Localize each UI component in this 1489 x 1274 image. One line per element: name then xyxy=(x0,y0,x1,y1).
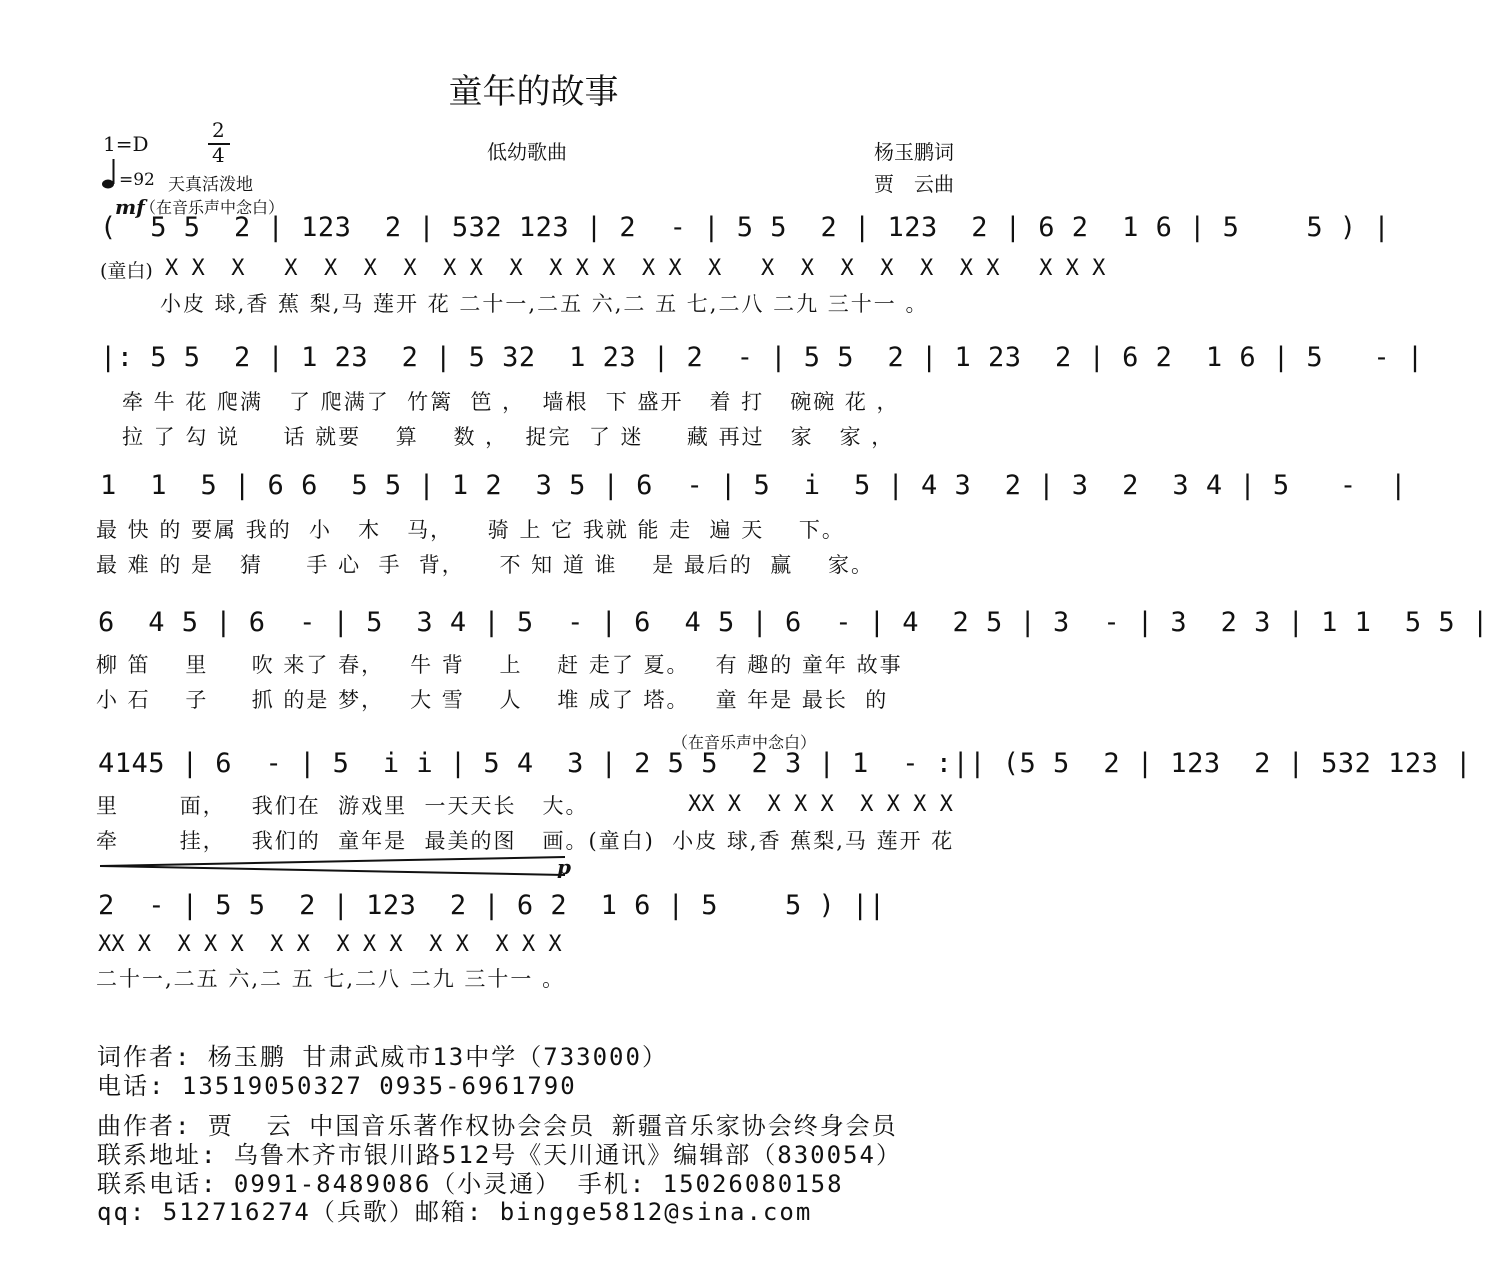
rhythm-line-5: XX X X X X X X X X xyxy=(688,792,953,817)
meter-top: 2 xyxy=(212,118,225,142)
lyric-line-5a: 里 面， 我们在 游戏里 一天天长 大。 xyxy=(96,794,589,818)
lyric-line-1: 小皮 球,香 蕉 梨,马 莲开 花 二十一,二五 六,二 五 七,二八 二九 三十一 。 xyxy=(160,292,929,316)
footer-lyricist-line: 词作者: 杨玉鹏 甘肃武威市13中学（733000） xyxy=(97,1043,668,1071)
notes-line-2: |: 5 5 2 | 1 23 2 | 5 32 1 23 | 2 - | 5 5 2 | 1 23 2 | 6 2 1 6 | 5 - | xyxy=(100,342,1424,373)
notes-line-3: 1 1 5 | 6 6 5 5 | 1 2 3 5 | 6 - | 5 i 5 | 4 3 2 | 3 2 3 4 | 5 - | xyxy=(100,470,1407,501)
notes-line-1: ( 5 5 2 | 123 2 | 532 123 | 2 - | 5 5 2 | 123 2 | 6 2 1 6 | 5 5 ) | xyxy=(100,212,1391,243)
lyric-line-3a: 最 快 的 要属 我的 小 木 马， 骑 上 它 我就 能 走 遍 天 下。 xyxy=(96,518,845,542)
narration-note: （在音乐声中念白） xyxy=(140,198,285,217)
song-style: 低幼歌曲 xyxy=(487,140,567,164)
dynamic-mf: mf xyxy=(115,195,145,219)
meter-bottom: 4 xyxy=(212,143,225,167)
notes-line-6: 2 - | 5 5 2 | 123 2 | 6 2 1 6 | 5 5 ) || xyxy=(98,890,886,921)
lyric-line-4a: 柳 笛 里 吹 来了 春， 牛 背 上 赶 走了 夏。 有 趣的 童年 故事 xyxy=(96,653,903,677)
lyric-line-3b: 最 难 的 是 猜 手 心 手 背， 不 知 道 谁 是 最后的 赢 家。 xyxy=(96,553,874,577)
lyric-line-6: 二十一,二五 六,二 五 七,二八 二九 三十一 。 xyxy=(96,967,566,991)
quarter-note-icon xyxy=(100,157,120,191)
lyric-line-2a: 牵 牛 花 爬满 了 爬满了 竹篱 笆 ， 墙根 下 盛开 着 打 碗碗 花 ， xyxy=(122,390,900,414)
mood-mark: 天真活泼地 xyxy=(168,175,253,195)
footer-contact: qq: 512716274（兵歌）邮箱: bingge5812@sina.com xyxy=(97,1198,813,1226)
notes-line-4: 6 4 5 | 6 - | 5 3 4 | 5 - | 6 4 5 | 6 - | 4 2 5 | 3 - | 3 2 3 | 1 1 5 5 | xyxy=(98,607,1489,638)
lyric-line-5b: 牵 挂， 我们的 童年是 最美的图 画。(童白) 小皮 球,香 蕉梨,马 莲开 花 xyxy=(96,829,955,853)
footer-address: 联系地址: 乌鲁木齐市银川路512号《天川通讯》编辑部（830054） xyxy=(97,1141,902,1169)
lyric-line-4b: 小 石 子 抓 的是 梦， 大 雪 人 堆 成了 塔。 童 年是 最长 的 xyxy=(96,688,889,712)
rhythm-line-6: XX X X X X X X X X X X X X X X xyxy=(98,932,562,957)
footer-lyricist-phone: 电话: 13519050327 0935-6961790 xyxy=(97,1072,577,1100)
footer-composer-line: 曲作者: 贾 云 中国音乐著作权协会会员 新疆音乐家协会终身会员 xyxy=(97,1112,898,1140)
notes-line-5: 4145 | 6 - | 5 i i | 5 4 3 | 2 5 5 2 3 | 1 - :|| (5 5 2 | 123 2 | 532 123 | xyxy=(98,748,1472,779)
dynamic-p: p xyxy=(557,855,571,879)
lyricist-credit: 杨玉鹏词 xyxy=(874,140,954,164)
footer-phone: 联系电话: 0991-8489086（小灵通） 手机: 15026080158 xyxy=(97,1170,844,1198)
lyric-line-2b: 拉 了 勾 说 话 就要 算 数 ， 捉完 了 迷 藏 再过 家 家 ， xyxy=(122,425,895,449)
narration-note-2: （在音乐声中念白） xyxy=(672,733,817,752)
speaker-label: (童白) xyxy=(100,260,153,282)
tempo-mark: =92 xyxy=(119,170,155,190)
page-title: 童年的故事 xyxy=(448,72,619,112)
crescendo-hairpin xyxy=(100,855,570,877)
composer-credit: 贾 云曲 xyxy=(874,172,954,196)
key-signature: 1=D xyxy=(103,132,149,156)
rhythm-line-1: X X X X X X X X X X X X X X X X X X X X X X X X X X xyxy=(165,256,1106,281)
